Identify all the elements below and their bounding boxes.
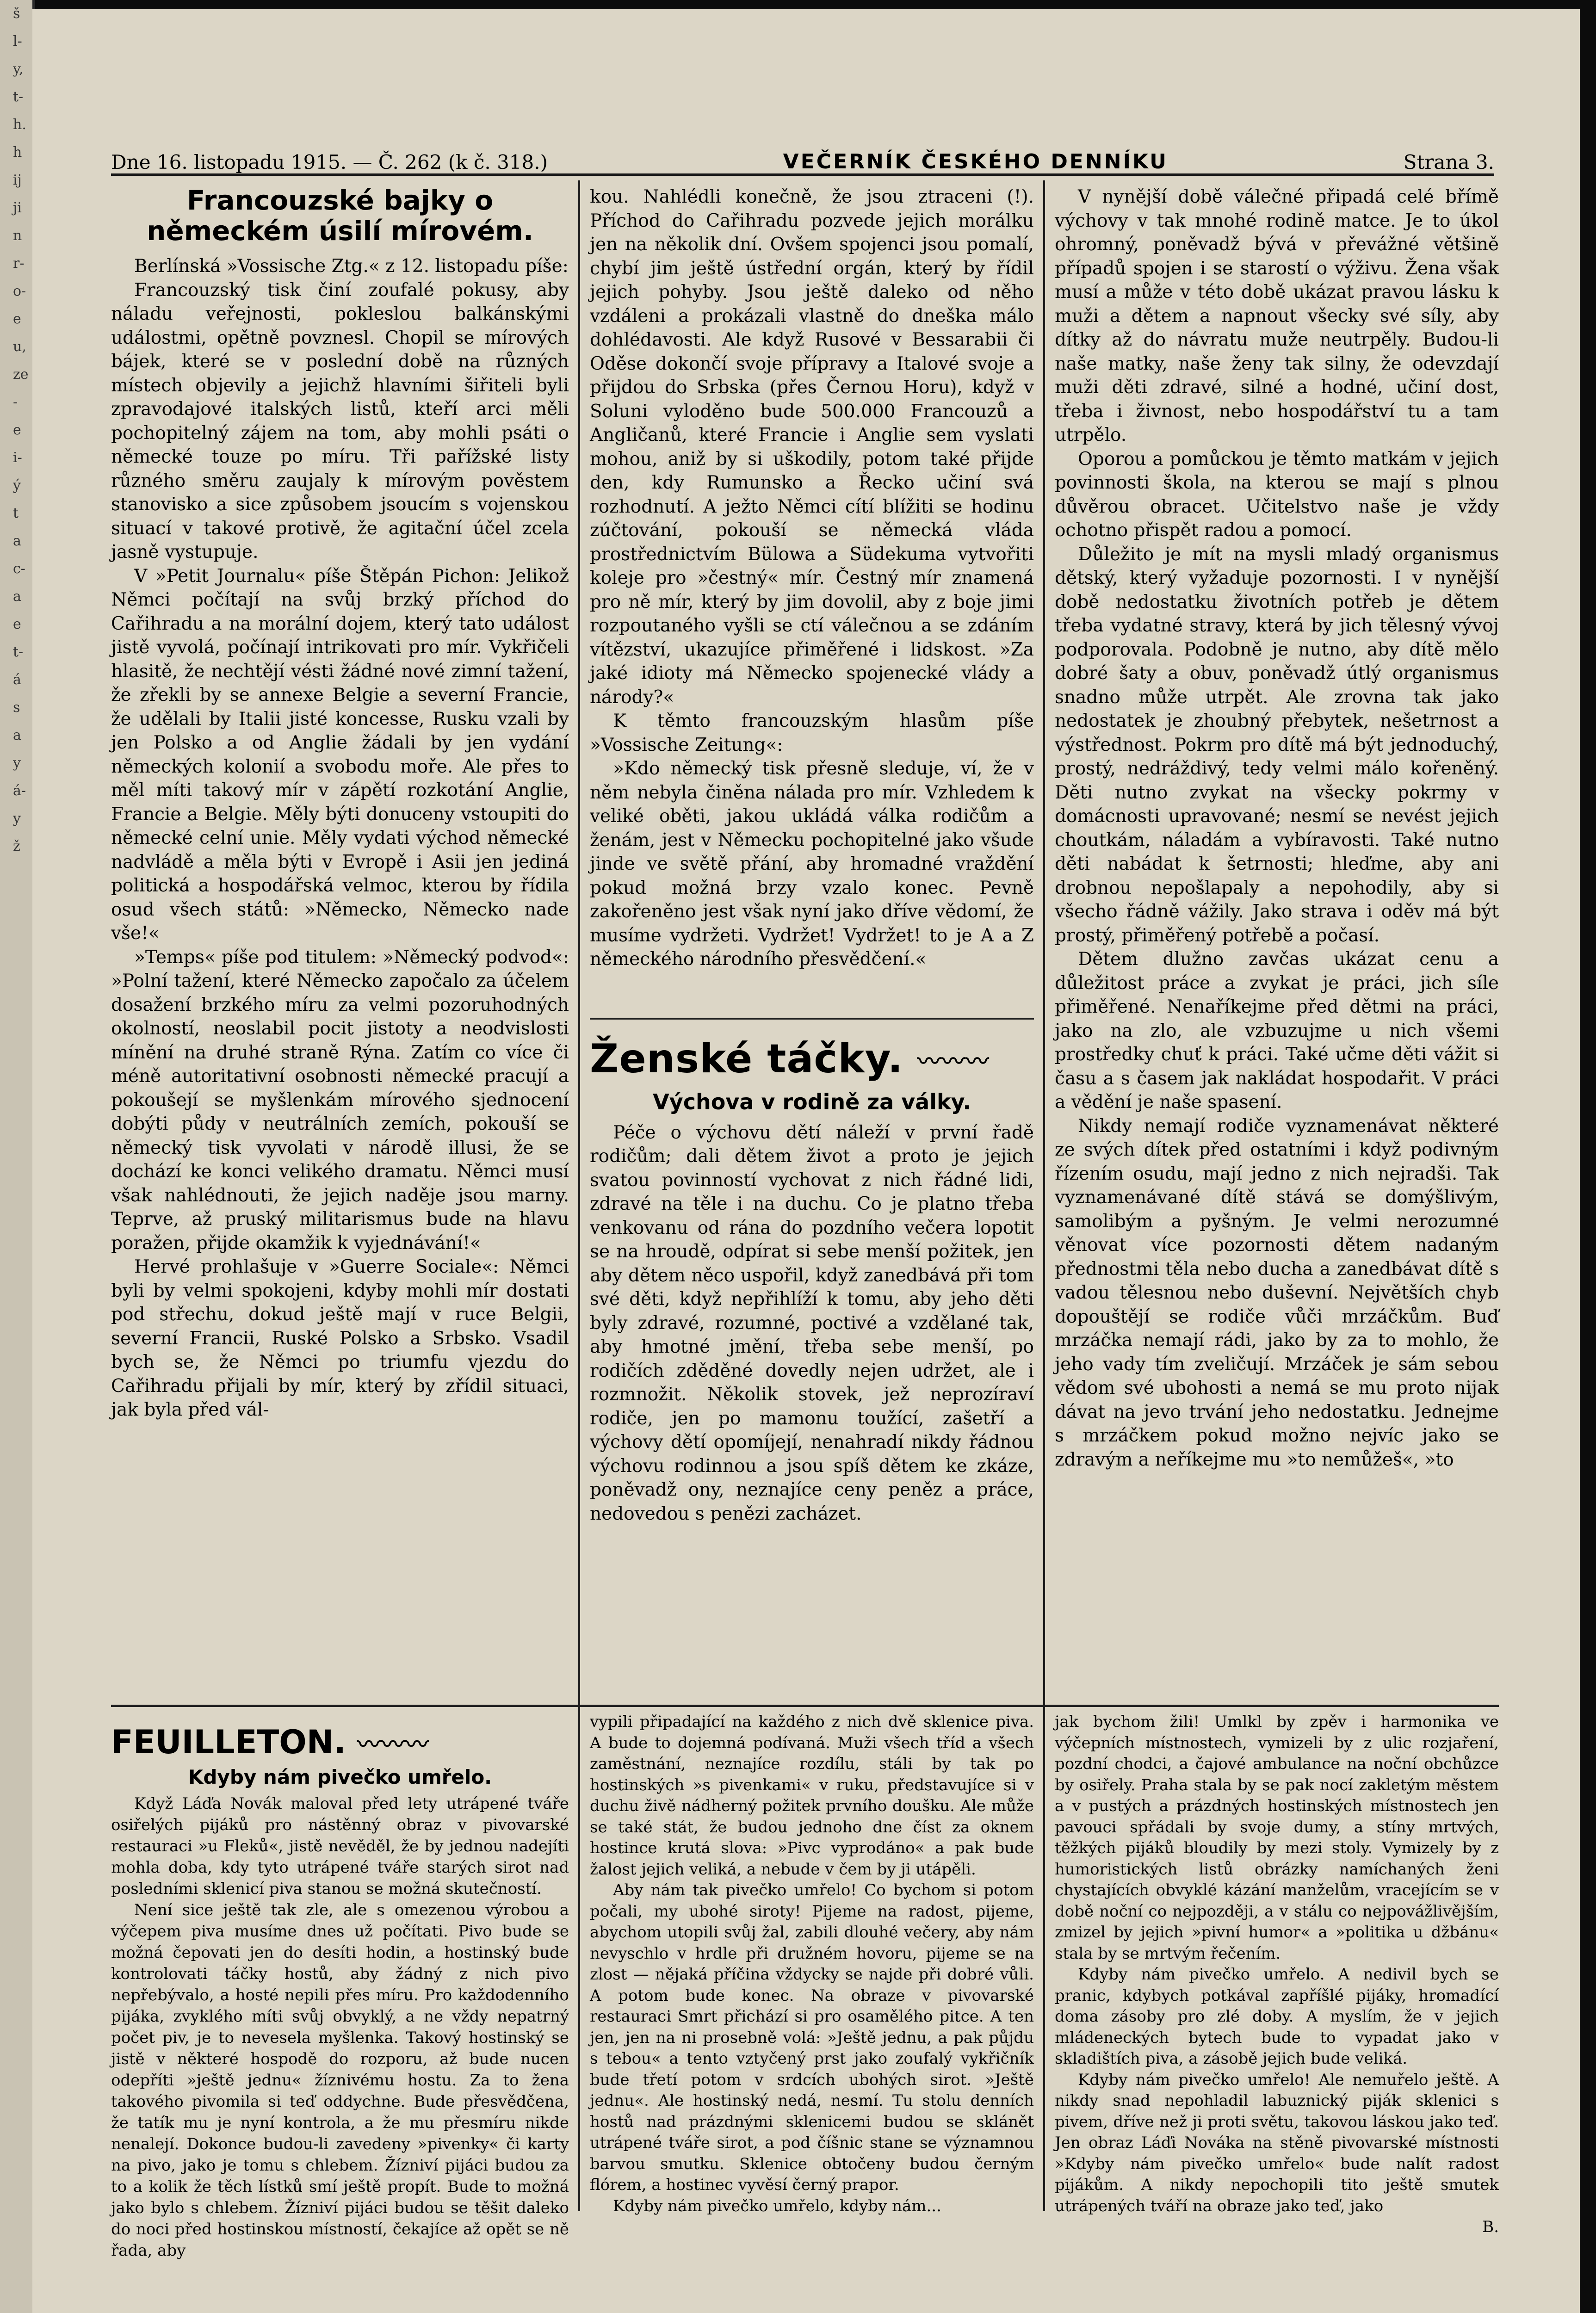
article-rule [590,1018,1034,1020]
feuilleton-paragraph: vypili připadající na každého z nich dvě sklenice piva. A bude to dojemná podívaná. Muži všech tříd a všech zaměstnání, neznajíce rozdílu, stáli by tak po hostinských »s pivenkami« v ruku, představujíce si v duchu živě nádherný požitek prvního doušku. Ale může se také stát, že budou jednoho dne číst za oknem hostince krutá slova: »Pivc vyprodáno« a pak bude žalost jejich veliká, a nebude v čem by ji utápěli. [590,1713,1034,1879]
previous-page-edge: š l- y, t- h. h ij ji n r- o- e u, ze - e i- ý t a c- a e t- á s a y á- y ž [0,0,35,2313]
feuilleton-title: FEUILLETON. 〰〰〰 [111,1723,430,1761]
feuilleton-column-3 [1055,1712,1499,2236]
feuilleton-story-title: Kdyby nám pivečko umřelo. [188,1765,492,1788]
article-french-fables [111,185,569,1693]
feuilleton-paragraph: Kdyby nám pivečko umřelo, kdyby nám... [613,2196,941,2215]
feuilleton-paragraph: Aby nám tak pivečko umřelo! Co bychom si potom počali, my ubohé siroty! Pijeme na radost, pijeme, abychom utopili svůj žal, zabili dlouhé večery, aby nám nevyschlo v hrdle při družném hovoru, pijeme se na zlost — nějaká příčina vždycky se najde při dobré vůli. A potom bude konec. Na obraze v pivovarské restauraci Smrt přichází si pro osamělého pitce. A ten jen, jen na ni prosebně volá: »Ještě jednu, a pak půjdu s tebou« a tento vztyčený prst jako zoufalý vykřičník bude třetí potom v srdcích ubohých sirot. »Ještě jednu«. Ale hostinský nedá, nesmí. Tu stolu denních hostů nad prázdnými sklenicemi budou se sklánět utrápené tváře sirot, a pod číšnic stane se významnou barvou smutku. Sklenice obtočeny budou černým flórem, a hostinec vyvěsí černý prapor. [590,1881,1034,2194]
feuilleton-column-2 [590,1712,1034,2215]
article-french-fables-continued [590,185,1034,1015]
article-title: Francouzské bajky o německém úsilí mírovém. [147,185,533,247]
article-paragraph: V nynější době válečné připadá celé břímě výchovy v tak mnohé rodině matce. Je to úkol ohromný, poněvadž bývá v převážné většině případů spojen i se starostí o výživu. Žena však musí a může v této době ukázat pravou lásku k muži a dětem a napnout všecky své síly, aby dítky až do návratu muže neutrpěly. Budou-li naše matky, naše ženy tak silny, že odevzdají muži děti zdravé, silné a hodné, učiní dost, třeba i živnost, nebo hospodářství tu a tam utrpělo. [1055,186,1499,445]
feuilleton-paragraph: jak bychom žili! Umlkl by zpěv i harmonika ve výčepních místnostech, vymizeli by z ulic rozjaření, pozdní chodci, a čajové ambulance na noční obchůzce by osiřely. Praha stala by se pak nocí zakletým městem a v pustých a prázdných hostinských místnostech jen pavouci spřádali by svoje dumy, a stíny mrtvých, těžkých pijáků bloudily by mezi stoly. Vymizely by z humoristických listů obrázky namíchaných ženi chystajících obvyklé kázání manželům, vracejícím se v době noční co nejpozději, a v stálu co nejpovážlivějším, zmizel by jejich »pivní humor« a »politika u džbánu« stala by se mrtvým řečením. [1055,1713,1499,1963]
header-page-number: Strana 3. [1403,151,1494,173]
article-paragraph: Důležito je mít na mysli mladý organismus dětský, který vyžaduje pozornosti. I v nynější době nedostatku životních potřeb je dětem třeba vydatné stravy, která by jich tělesný vývoj podporovala. Podobně je nutno, aby dítě mělo dobré šaty a obuv, poněvadž útlý organismus snadno může utrpět. Ale zrovna tak jako nedostatek je zhoubný přebytek, nešetrnost a výstřednost. Pokrm pro dítě má být jednoduchý, prostý, nedráždivý, tedy velmi málo kořeněný. Děti nutno zvykat na všecky pokrmy v domácnosti upravované; nesmí se nevést jejich choutkám, náladám a vybíravosti. Také nutno děti nabádat k šetrnosti; hleďme, aby ani drobnou nepošlapaly a nepohodily, aby si všecho řádně vážily. Jako strava i oděv má být prostý, přiměřený potřebě a počasí. [1055,544,1499,946]
article-womens-column-continued [1055,185,1499,1693]
article-paragraph: V »Petit Journalu« píše Štěpán Pichon: Jelikož Němci počítají na svůj brzký příchod do Cařihradu a na morální dojem, který tato událost jistě vyvolá, počínají intrikovati pro mír. Vykřičeli hlasitě, že nechtějí vésti žádné nové zimní tažení, že zřekli by se annexe Belgie a severní Francie, že udělali by Italii jisté koncesse, Rusku vzali by jen Polsko a od Anglie žádali by jen vydání německých kolonií a svobodu moře. Ale přes to měl míti takový mír v zápětí rozkotání Anglie, Francie a Belgie. Měly býti donuceny vstoupiti do německé celní unie. Měly vydati východ německé nadvládě a měla býti v Evropě i Asii jen jediná politická a hospodářská velmoc, kterou by řídila osud všech států: »Německo, Německo nade vše!« [111,565,569,944]
header-masthead: VEČERNÍK ČESKÉHO DENNÍKU [783,150,1169,173]
feuilleton-paragraph: Když Láďa Novák maloval před lety utrápené tváře osiřelých pijáků pro nástěnný obraz v pivovarské restauraci »u Fleků«, jistě nevěděl, že by jednou nadejíti mohla doba, kdy tyto utrápené tváře starých sirot nad posledními sklenicí piva stanou se možná skutečností. [111,1794,569,1898]
feuilleton-paragraph: Kdyby nám pivečko umřelo! Ale nemuřelo ještě. A nikdy snad nepohladil labuznický piják sklenici s pivem, dříve než ji proti světu, takovou láskou jako teď. Jen obraz Láďi Nováka na stěně pivovarské místnosti »Kdyby nám pivečko umřelo« bude nalít radost pijákům. A nikdy nepochopili tito ještě smutek utrápených tváří na obraze jako teď, jako [1055,2070,1499,2215]
article-paragraph: Francouzský tisk činí zoufalé pokusy, aby náladu veřejnosti, pokleslou balkánskými událostmi, opětně povznesl. Chopil se mírových bájek, které se v poslední době na různých místech objevily a jejichž hlavními šiřiteli byli zpravodajové italských listů, kteří arci měli pochopitelný zájem na tom, aby mohli psáti o německé touze po míru. Tři pařížské listy různého směru zaujaly k mírovým pověstem stanovisko a sice způsobem jsoucím s vojenskou situací v takové protivě, že agitační účel zcela jasně vystupuje. [111,279,569,563]
column-rule-2 [1043,180,1045,2211]
article-paragraph: Dětem dlužno zavčas ukázat cenu a důležitost práce a zvykat je práci, jich síle přiměřené. Nenaříkejme před dětmi na práci, jako na zlo, ale vzbuzujme u nich všemi prostředky chuť k práci. Také učme děti vážit si času a s časem jak nakládat hospodařit. V práci a vědění je naše spasení. [1055,949,1499,1113]
feuilleton-paragraph: Není sice ještě tak zle, ale s omezenou výrobou a výčepem piva musíme dnes už počítati. Pivo bude se možná čepovati jen do desíti hodin, a hostinský bude kontrolovati táčky hostů, aby žádný z nich pivo nepřebývalo, a hosté nepili přes míru. Pro každodenního pijáka, zvyklého míti svůj obvyklý, a ne vždy nepatrný počet piv, je to nevesela myšlenka. Takový hostinský se jistě v některé hospodě do rozporu, až bude nucen odepříti »ještě jednu« žíznivému hostu. Za to žena takového pivomila si teď oddychne. Bude přesvědčena, že tatík mu je nyní kontrola, a že mu přesmíru nikde nenalejí. Dokonce budou-li zavedeny »pivenky« či karty na pivo, jako je tomu s chlebem. Žízniví pijáci budou za to a kolik že těch lístků smí ještě propít. Bude to možná jako bylo s chlebem. Žízniví pijáci budou se těšit daleko do noci před hostinskou místností, čekajíce až opět se ně řada, aby [111,1900,569,2260]
feuilleton-signature: B. [1482,2218,1499,2236]
header-date: Dne 16. listopadu 1915. — Č. 262 (k č. 318.) [111,151,548,173]
column-rule-1 [578,180,580,2211]
feuilleton-rule [111,1705,1499,1707]
feuilleton-column-1 [111,1723,569,2260]
article-paragraph: Berlínská »Vossische Ztg.« z 12. listopadu píše: [134,256,569,277]
feuilleton-paragraph: Kdyby nám pivečko umřelo. A nedivil bych se pranic, kdybych potkával zapříšlé pijáky, hromadící doma zásoby pro zlé doby. A myslím, že v jejich mládeneckých bytech bude to vypadat jako v skladištích piva, a zásobě jejich bude veliká. [1055,1965,1499,2068]
article-paragraph: Oporou a pomůckou je těmto matkám v jejich povinnosti škola, na kterou se mají s plnou důvěrou obracet. Učitelstvo naše je vždy ochotno přispět radou a pomocí. [1055,448,1499,541]
ornament-icon: 〰〰〰 [917,1048,990,1075]
article-subtitle: Výchova v rodině za války. [653,1089,971,1114]
article-paragraph: Péče o výchovu dětí náleží v první řadě rodičům; dali dětem život a proto je jejich svatou povinností vychovat z nich řádné lidi, zdravé na těle i na duchu. Co je platno třeba venkovanu od rána do pozdního večera lopotit se na hroudě, odpírat si sebe menší požitek, jen aby dětem něco uspořil, když zanedbává při tom své děti, když nepřihlíží k tomu, aby jeho děti byly zdravé, rozumné, poctivé a vzdělané tak, aby hmotné jmění, třeba sebe menší, po rodičích zděděné dovedly nejen udržet, ale i rozmnožit. Několik stovek, jež neprozíraví rodiče, jen po mamonu toužící, zašetří a výchovy dětí opomíjejí, nenahradí nikdy řádnou výchovu rodinnou a jsou spíš dětem ke zkáze, poněvadž ony, neznajíce ceny peněz a práce, nedovedou s penězi zacházet. [590,1122,1034,1524]
article-paragraph: K těmto francouzským hlasům píše »Vossische Zeitung«: [590,711,1034,755]
article-paragraph: Nikdy nemají rodiče vyznamenávat některé ze svých dítek před ostatními i když podivným řízením osudu, mají jedno z nich nejradši. Tak vyznamenávané dítě stává se domýšlivým, samolibým a pyšným. Je velmi nerozumné věnovat více pozornosti dětem nadaným přednostmi těla nebo ducha a zanedbávat dítě s vadou tělesnou nebo duševní. Největších chyb dopouštějí se rodiče vůči mrzáčkům. Buď mrzáčka nemají rádi, jako by za to mohlo, že jeho vady tím zveličují. Mrzáček je sám sebou vědom své ubohosti a nemá se mu proto nijak dávat na jevo trvání jeho nedostatku. Jednejme s mrzáčkem pokud možno nejvíc jako se zdravým a neříkejme mu »to nemůžeš«, »to [1055,1115,1499,1470]
ornament-icon: 〰〰〰 [357,1731,430,1758]
article-womens-column [590,1034,1034,1693]
article-paragraph: Hervé prohlašuje v »Guerre Sociale«: Němci byli by velmi spokojeni, kdyby mohli mír dostati pod střechu, dokud ještě mají v ruce Belgii, severní Francii, Ruské Polsko a Srbsko. Vsadil bych se, že Němci po triumfu vjezdu do Cařihradu přijali by mír, který by zřídil situaci, jak byla před vál- [111,1256,569,1420]
article-paragraph: kou. Nahlédli konečně, že jsou ztraceni (!). Příchod do Cařihradu pozvede jejich morálku jen na několik dní. Ovšem spojenci jsou pomalí, chybí jim ještě ústřední orgán, který by řídil jejich pohyby. Jsou ještě daleko od něho vzdáleni a prokázali vlastně do dneška málo dohlédavosti. Ale když Rusové v Bessarabii či Oděse dokončí svoje přípravy a Italové svoje a přijdou do Srbska (přes Černou Horu), když v Soluni vyloděno bude 500.000 Francouzů a Angličanů, které Francie i Anglie sem vyslati mohou, aniž by si uškodily, potom také přijde den, kdy Rumunsko a Řecko učiní svá rozhodnutí. A ježto Němci cítí blížiti se hodinu zúčtování, pokouší se německá vláda prostřednictvím Bülowa a Südekuma vytvořiti koleje pro »čestný« mír. Čestný mír znamená pro ně mír, který by jim dovolil, aby z boje jimi rozpoutaného vyšli se ctí válečnou a se zdáním vítězství, ukazujíce přiměřené i lidskost. »Za jaké idioty má Německo spojenecké vlády a národy?« [590,186,1034,708]
section-title: Ženské táčky. 〰〰〰 [590,1036,990,1082]
article-paragraph: »Temps« píše pod titulem: »Německý podvod«: »Polní tažení, které Německo započalo za účelem dosažení brzkého míru za velmi pozoruhodných okolností, neoslabil pocit jistoty a neodvislosti mínění na druhé straně Rýna. Zatím co více či méně autoritativní osobnosti německé pracují a pokoušejí se myšlenkám mírového sjednocení dobýti půdy v neutrálních zemích, pokouší se německý tisk vyvolati v národě illusi, že se dochází ke konci velikého dramatu. Němci musí však nahlédnouti, že jejich naděje jsou marny. Teprve, až pruský militarismus bude na hlavu poražen, přijde okamžik k vyjednávání!« [111,946,569,1254]
article-paragraph: »Kdo německý tisk přesně sleduje, ví, že v něm nebyla činěna nálada pro mír. Vzhledem k veliké oběti, jakou ukládá válka rodičům a ženám, jest v Německu pochopitelné jako všude jinde ve světě přání, aby hromadné vraždění pokud možná brzy vzalo konec. Pevně zakořeněno jest však nyní jako dříve vědomí, že musíme vydržeti. Vydržet! Vydržet! to je A a Z německého národního přesvědčení.« [590,758,1034,970]
page-header [111,136,1494,176]
